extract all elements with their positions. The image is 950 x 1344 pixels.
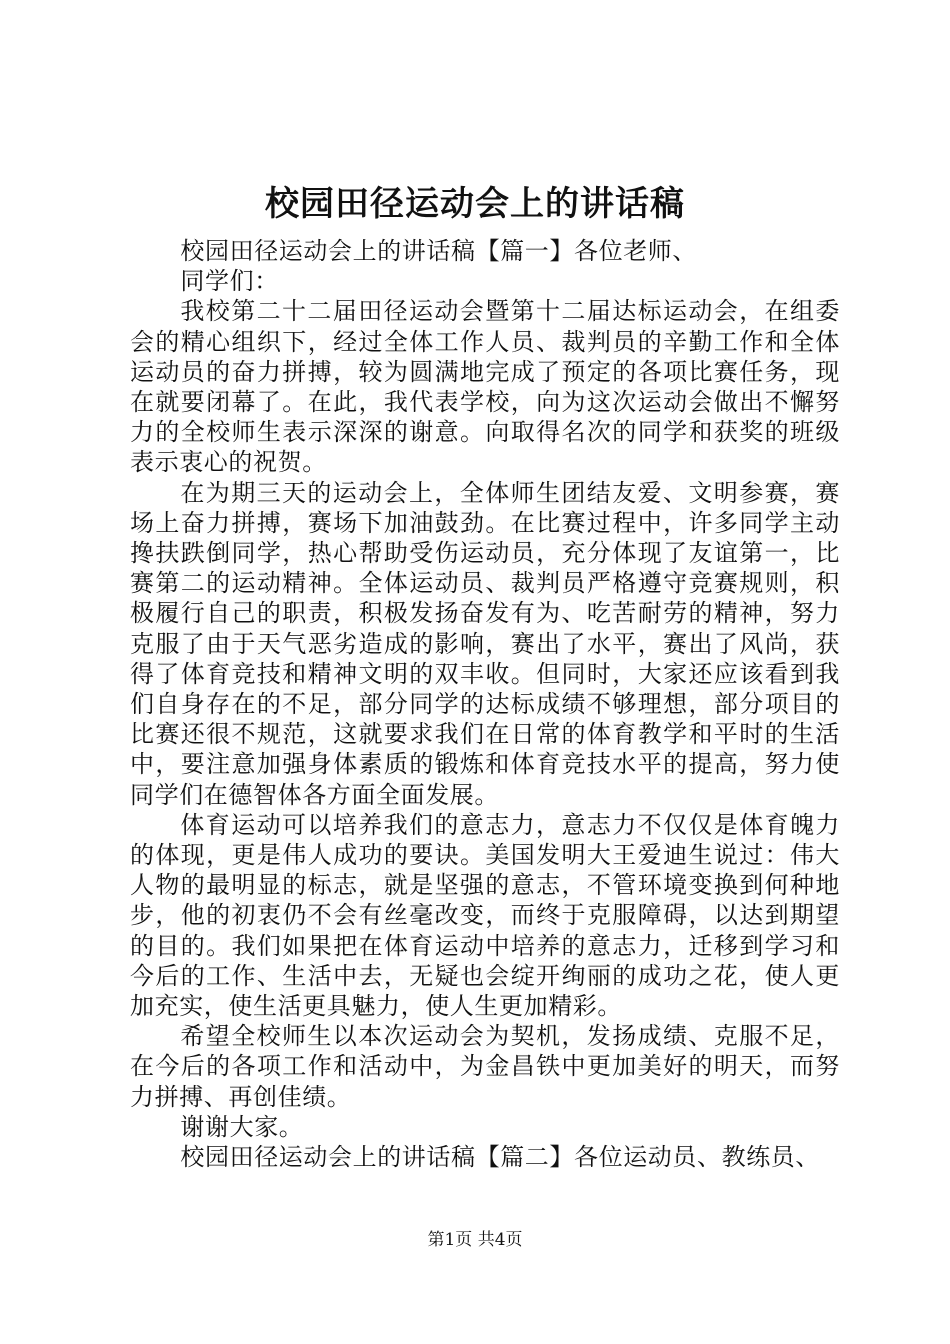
body-paragraph: 在为期三天的运动会上，全体师生团结友爱、文明参赛，赛场上奋力拼搏，赛场下加油鼓劲。在比赛过程中，许多同学主动搀扶跌倒同学，热心帮助受伤运动员，充分体现了友谊第一，比赛第二的运动精神。全体运动员、裁判员严格遵守竞赛规则，积极履行自己的职责，积极发扬奋发有为、吃苦耐劳的精神，努力克服了由于天气恶劣造成的影响，赛出了水平，赛出了风尚，获得了体育竞技和精神文明的双丰收。但同时，大家还应该看到我们自身存在的不足，部分同学的达标成绩不够理想，部分项目的比赛还很不规范，这就要求我们在日常的体育教学和平时的生活中，要注意加强身体素质的锻炼和体育竞技水平的提高，努力使同学们在德智体各方面全面发展。 (130, 478, 840, 809)
body-paragraph: 同学们： (180, 267, 279, 296)
body-paragraph: 希望全校师生以本次运动会为契机，发扬成绩、克服不足，在今后的各项工作和活动中，为金昌铁中更加美好的明天，而努力拼搏、再创佳绩。 (130, 1022, 840, 1111)
body-paragraph: 谢谢大家。 (180, 1112, 304, 1141)
body-paragraph: 校园田径运动会上的讲话稿【篇二】各位运动员、教练员、 (180, 1143, 820, 1172)
body-paragraph: 我校第二十二届田径运动会暨第十二届达标运动会，在组委会的精心组织下，经过全体工作人员、裁判员的辛勤工作和全体运动员的奋力拼搏，较为圆满地完成了预定的各项比赛任务，现在就要闭幕了。在此，我代表学校，向为这次运动会做出不懈努力的全校师生表示深深的谢意。向取得名次的同学和获奖的班级表示衷心的祝贺。 (130, 297, 840, 477)
body-paragraph: 校园田径运动会上的讲话稿【篇一】各位老师、 (180, 237, 697, 265)
document-body (130, 236, 840, 1172)
page-number-footer: 第1页 共4页 (427, 1230, 523, 1250)
document-title: 校园田径运动会上的讲话稿 (265, 184, 685, 224)
body-paragraph: 体育运动可以培养我们的意志力，意志力不仅仅是体育魄力的体现，更是伟人成功的要诀。美国发明大王爱迪生说过：伟大人物的最明显的标志，就是坚强的意志，不管环境变换到何种地步，他的初衷仍不会有丝毫改变，而终于克服障碍，以达到期望的目的。我们如果把在体育运动中培养的意志力，迁移到学习和今后的工作、生活中去，无疑也会绽开绚丽的成功之花，使人更加充实，使生活更具魅力，使人生更加精彩。 (130, 810, 840, 1021)
